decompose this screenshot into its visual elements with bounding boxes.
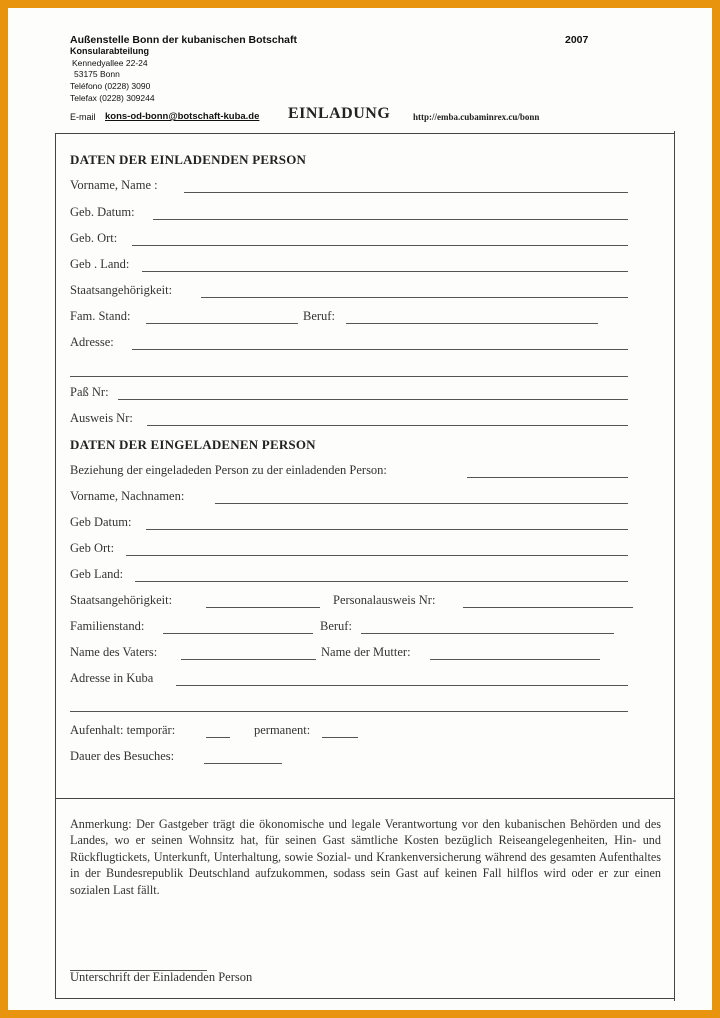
section-inviter-heading: DATEN DER EINLADENDEN PERSON bbox=[70, 152, 307, 167]
website-link[interactable]: http://emba.cubaminrex.cu/bonn bbox=[413, 112, 540, 122]
invitee-birthplace-label: Geb Ort: bbox=[70, 541, 115, 555]
invitee-profession-field[interactable] bbox=[361, 633, 614, 634]
invitee-mother-label: Name der Mutter: bbox=[321, 645, 411, 659]
inviter-marital-field[interactable] bbox=[146, 323, 298, 324]
invitee-address-field-2[interactable] bbox=[70, 711, 628, 712]
inviter-marital-label: Fam. Stand: bbox=[70, 309, 131, 323]
inviter-name-field[interactable] bbox=[184, 192, 628, 193]
invitee-duration-field[interactable] bbox=[204, 763, 282, 764]
invitee-birthcountry-label: Geb Land: bbox=[70, 567, 124, 581]
document-title: EINLADUNG bbox=[288, 105, 391, 122]
frame-top bbox=[55, 133, 675, 134]
form-sheet bbox=[8, 8, 712, 1010]
inviter-idcard-field[interactable] bbox=[147, 425, 628, 426]
invitee-idno-label: Personalausweis Nr: bbox=[333, 593, 436, 607]
email-link[interactable]: kons-od-bonn@botschaft-kuba.de bbox=[105, 111, 260, 122]
invitee-nationality-label: Staatsangehörigkeit: bbox=[70, 593, 173, 607]
invitee-marital-label: Familienstand: bbox=[70, 619, 145, 633]
invitee-permanent-field[interactable] bbox=[322, 737, 358, 738]
invitee-relation-label: Beziehung der eingeladeden Person zu der einladenden Person: bbox=[70, 463, 387, 477]
inviter-passport-label: Paß Nr: bbox=[70, 385, 109, 399]
invitee-address-field[interactable] bbox=[176, 685, 628, 686]
frame-divider bbox=[55, 798, 675, 799]
invitee-name-field[interactable] bbox=[215, 503, 628, 504]
department: Konsularabteilung bbox=[70, 46, 150, 56]
inviter-passport-field[interactable] bbox=[118, 399, 628, 400]
inviter-birthplace-field[interactable] bbox=[132, 245, 628, 246]
phone-number: Teléfono (0228) 3090 bbox=[70, 81, 151, 91]
inviter-birthdate-label: Geb. Datum: bbox=[70, 205, 135, 219]
liability-note: Anmerkung: Der Gastgeber trägt die ökonomische und legale Verantwortung vor den kubanischen Behörden und des Landes, wo er seinen Wohnsitz hat, für seinen Gast sämtliche Kosten bezüglich Reiseangelegenheiten, Hin- und Rückflugtickets, Unterkunft, Unterhaltung, sowie Sozial- und Krankenversicherung während des gesamten Aufenthaltes in der Bundesrepublik Deutschland aufzukommen, sodass sein Gast auf keinen Fall hilflos wird oder er zur einen sozialen Last fällt. bbox=[70, 817, 661, 897]
invitee-marital-field[interactable] bbox=[163, 633, 313, 634]
signature-label: Unterschrift der Einladenden Person bbox=[70, 970, 253, 984]
inviter-profession-label: Beruf: bbox=[303, 309, 335, 323]
invitee-name-label: Vorname, Nachnamen: bbox=[70, 489, 185, 503]
inviter-birthdate-field[interactable] bbox=[153, 219, 628, 220]
invitee-mother-field[interactable] bbox=[430, 659, 600, 660]
inviter-nationality-label: Staatsangehörigkeit: bbox=[70, 283, 173, 297]
section-invitee-heading: DATEN DER EINGELADENEN PERSON bbox=[70, 437, 316, 452]
invitee-profession-label: Beruf: bbox=[320, 619, 352, 633]
inviter-nationality-field[interactable] bbox=[201, 297, 628, 298]
inviter-name-label: Vorname, Name : bbox=[70, 178, 158, 192]
email-label: E-mail bbox=[70, 112, 96, 122]
inviter-birthplace-label: Geb. Ort: bbox=[70, 231, 118, 245]
invitee-birthdate-field[interactable] bbox=[146, 529, 628, 530]
invitee-relation-field[interactable] bbox=[467, 477, 628, 478]
form-year: 2007 bbox=[565, 34, 589, 46]
inviter-birthcountry-field[interactable] bbox=[142, 271, 628, 272]
invitee-address-label: Adresse in Kuba bbox=[70, 671, 154, 685]
inviter-address-field[interactable] bbox=[132, 349, 628, 350]
invitee-nationality-field[interactable] bbox=[206, 607, 320, 608]
address-city: 53175 Bonn bbox=[74, 69, 120, 79]
frame-left bbox=[55, 133, 56, 999]
invitee-duration-label: Dauer des Besuches: bbox=[70, 749, 175, 763]
invitee-stay-label: Aufenhalt: temporär: bbox=[70, 723, 176, 737]
inviter-profession-field[interactable] bbox=[346, 323, 598, 324]
invitee-father-field[interactable] bbox=[181, 659, 316, 660]
invitee-birthdate-label: Geb Datum: bbox=[70, 515, 132, 529]
inviter-birthcountry-label: Geb . Land: bbox=[70, 257, 130, 271]
inviter-idcard-label: Ausweis Nr: bbox=[70, 411, 133, 425]
invitee-permanent-label: permanent: bbox=[254, 723, 311, 737]
address-street: Kennedyallee 22-24 bbox=[72, 58, 148, 68]
invitee-birthplace-field[interactable] bbox=[126, 555, 628, 556]
frame-bottom bbox=[55, 998, 675, 999]
inviter-address-label: Adresse: bbox=[70, 335, 114, 349]
fax-number: Telefax (0228) 309244 bbox=[70, 93, 155, 103]
invitee-birthcountry-field[interactable] bbox=[135, 581, 628, 582]
frame-right bbox=[674, 131, 675, 1001]
invitee-father-label: Name des Vaters: bbox=[70, 645, 158, 659]
invitee-idno-field[interactable] bbox=[463, 607, 633, 608]
inviter-address-field-2[interactable] bbox=[70, 376, 628, 377]
invitee-temporary-field[interactable] bbox=[206, 737, 230, 738]
embassy-title: Außenstelle Bonn der kubanischen Botschaft bbox=[70, 34, 297, 46]
